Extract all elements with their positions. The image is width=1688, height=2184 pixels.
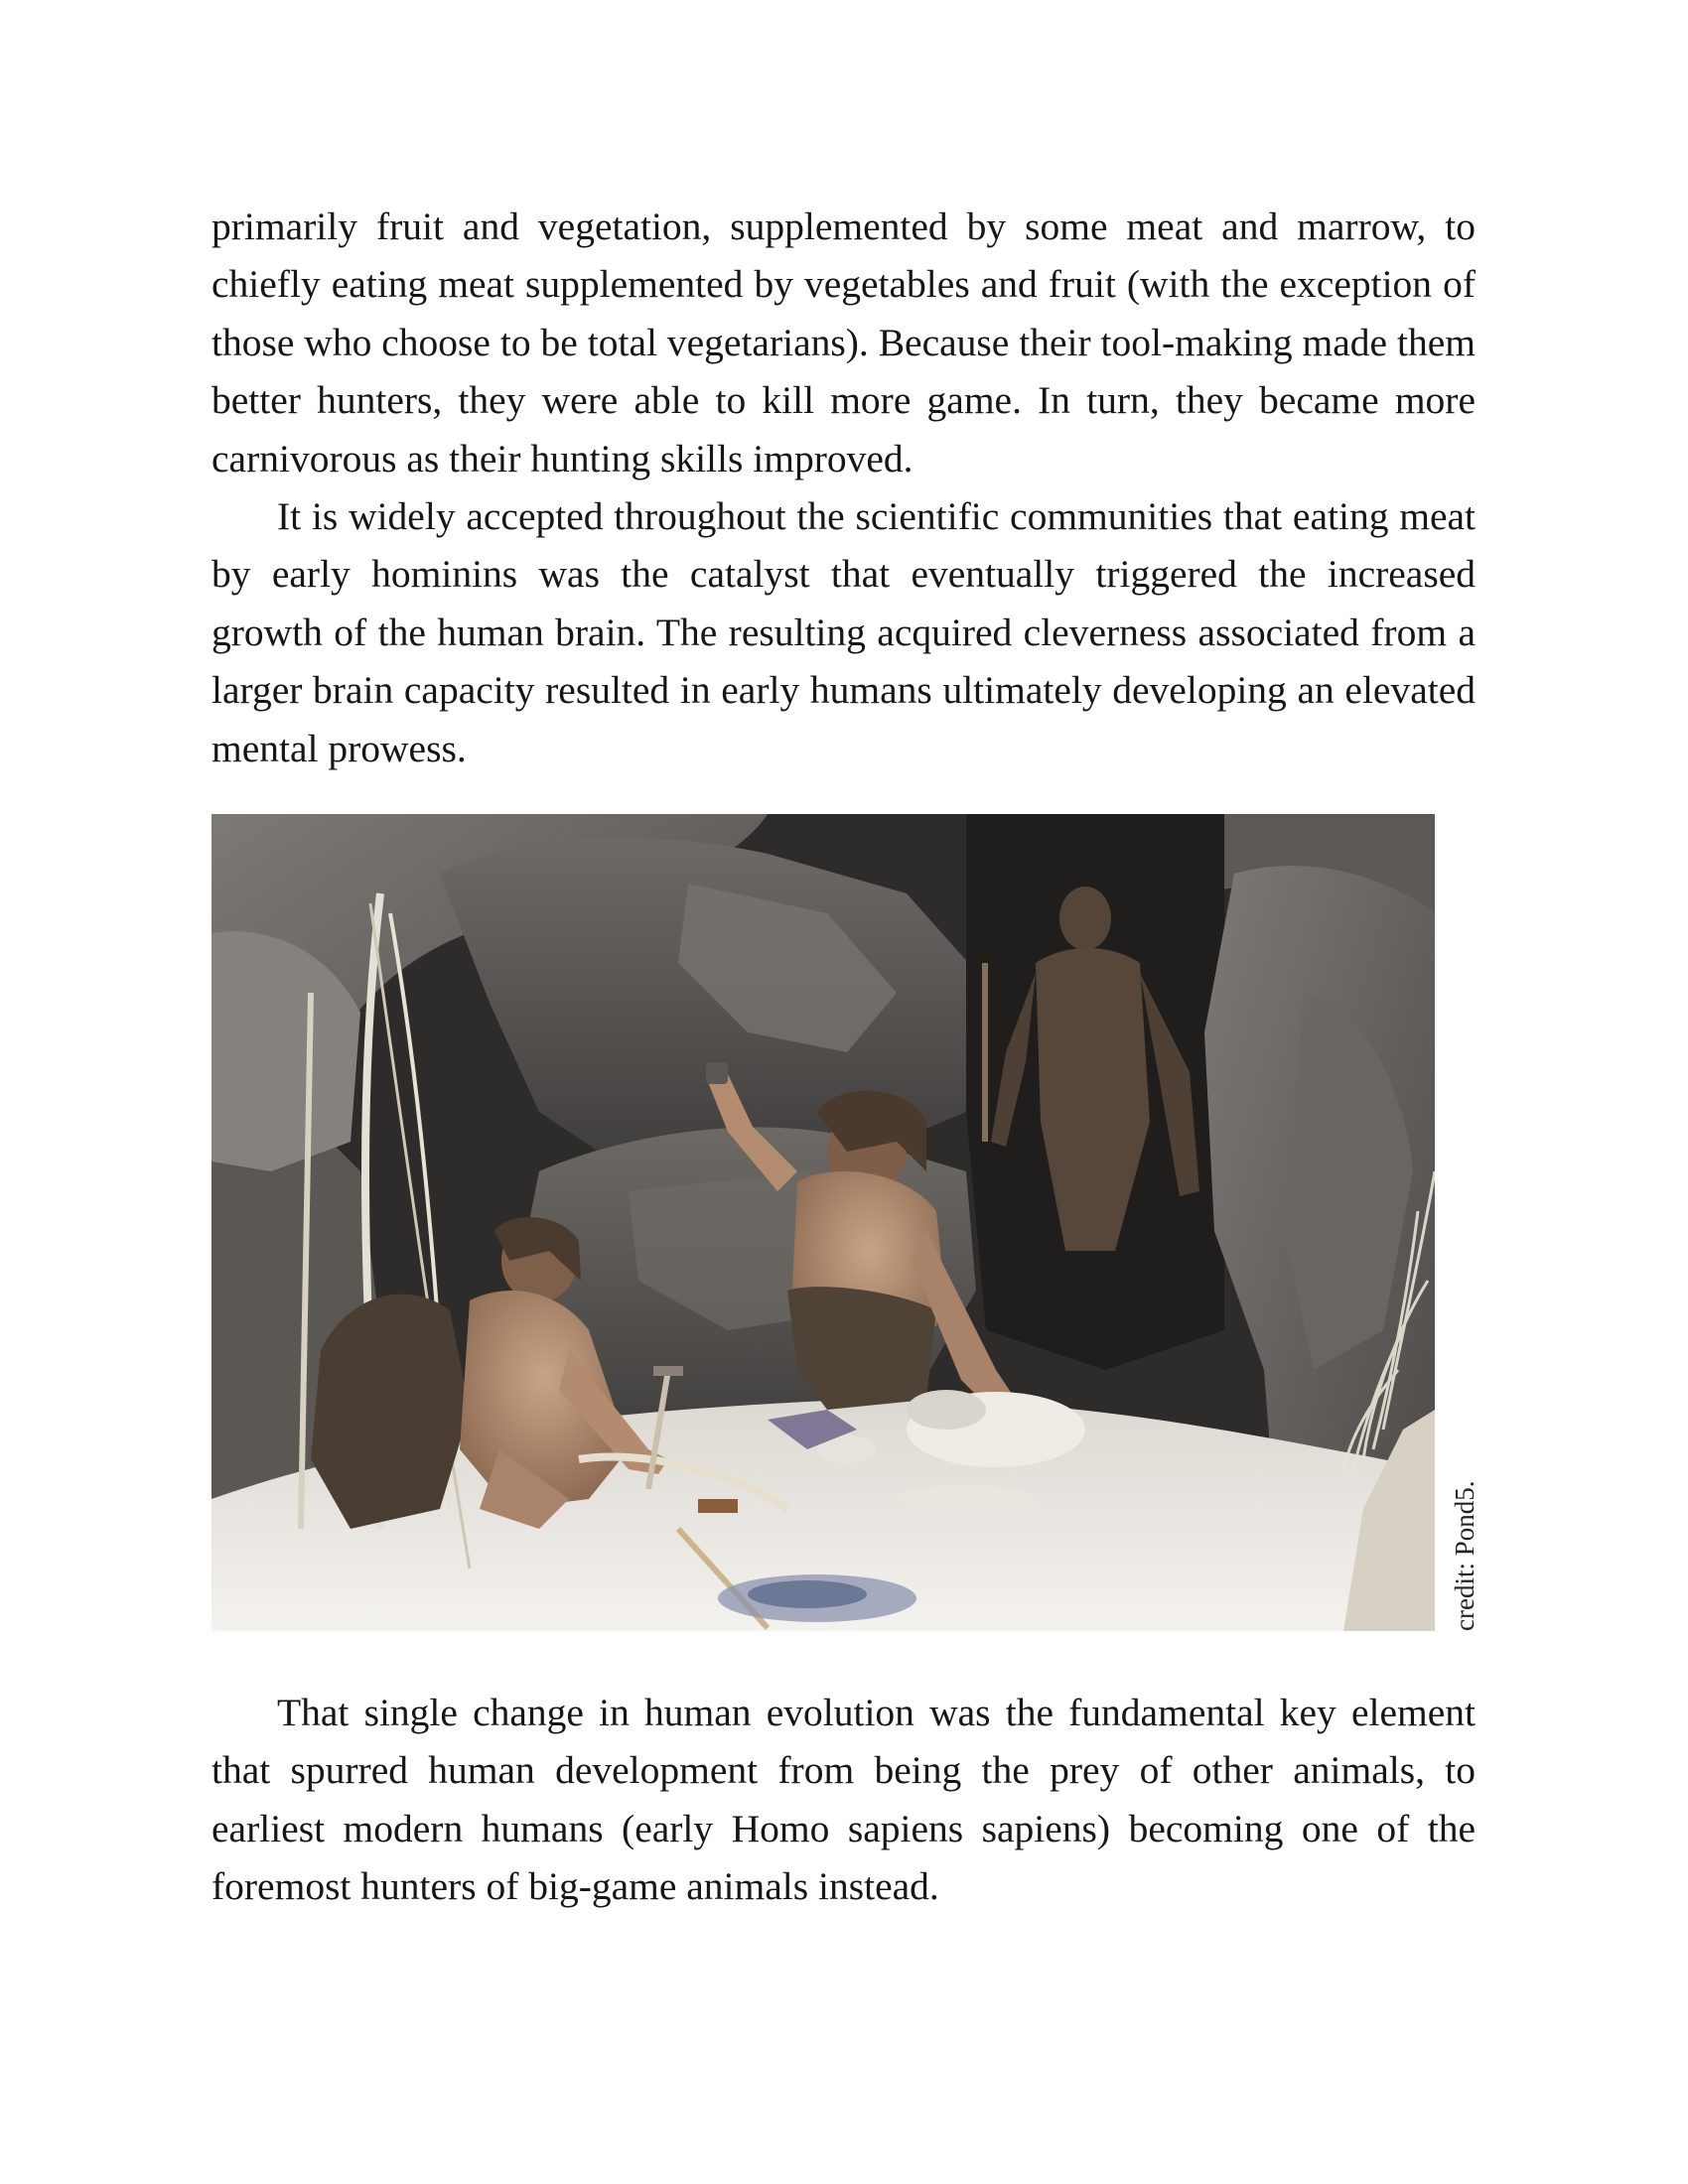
cave-diorama-photo <box>211 814 1435 1631</box>
cave-scene-illustration <box>211 814 1435 1631</box>
paragraph-human-evolution: That single change in human evolution was the fundamental key element that spurred human development from being the prey of other animals, to earliest modern humans (early Homo sapiens sapiens) becoming one of the foremost hunters of big-game animals instead. <box>211 1691 1476 1909</box>
paragraph-continuation: primarily fruit and vegetation, supplemented by some meat and marrow, to chiefly eating meat supplemented by vegetables and fruit (with the exception of those who choose to be total vegetarians). Because their tool-making made them better hunters, they were able to kill more game. In turn, they became more carnivorous as their hunting skills improved. <box>211 205 1476 480</box>
text-block-bottom <box>211 1684 1476 1916</box>
text-block-top <box>211 198 1476 777</box>
photo-credit: credit: Pond5. <box>1450 1480 1479 1631</box>
paragraph-brain-growth: It is widely accepted throughout the scientific communities that eating meat by early hominins was the catalyst that eventually triggered the increased growth of the human brain. The resulting acquired cleverness associated from a larger brain capacity resulted in early humans ultimately developing an elevated mental prowess. <box>211 494 1476 770</box>
